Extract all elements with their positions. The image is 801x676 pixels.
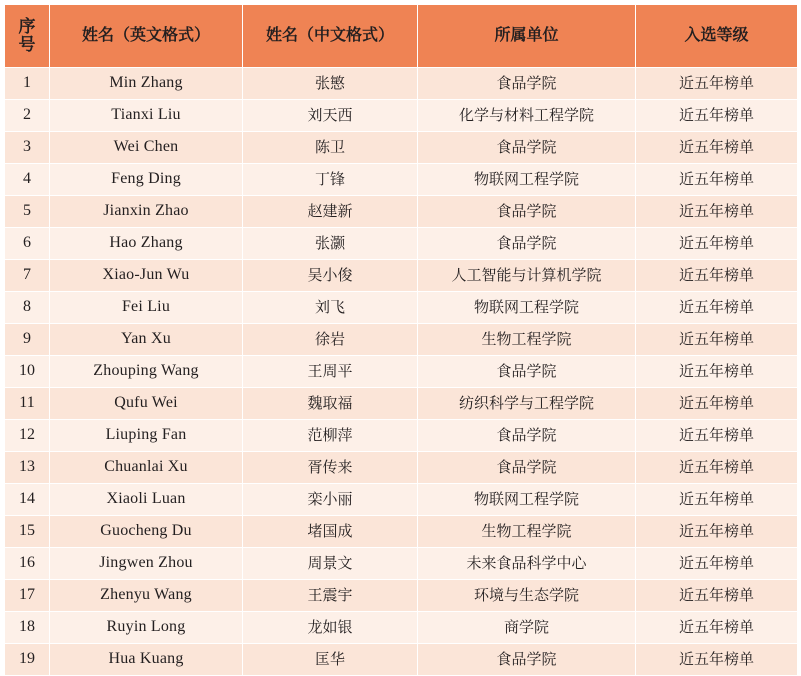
cell-seq: 6 [5,228,50,260]
cell-unit: 食品学院 [418,228,636,260]
cell-name-en: Wei Chen [50,132,243,164]
table-row [5,452,798,484]
cell-name-cn: 王周平 [243,356,418,388]
cell-seq: 10 [5,356,50,388]
table-row [5,324,798,356]
cell-unit: 化学与材料工程学院 [418,100,636,132]
cell-name-en: Tianxi Liu [50,100,243,132]
cell-level: 近五年榜单 [636,292,798,324]
cell-seq: 2 [5,100,50,132]
cell-unit: 生物工程学院 [418,516,636,548]
cell-name-en: Liuping Fan [50,420,243,452]
cell-seq: 15 [5,516,50,548]
cell-name-en: Fei Liu [50,292,243,324]
cell-seq: 1 [5,68,50,100]
cell-level: 近五年榜单 [636,132,798,164]
cell-level: 近五年榜单 [636,644,798,676]
cell-name-en: Hua Kuang [50,644,243,676]
table-row [5,228,798,260]
cell-seq: 4 [5,164,50,196]
cell-seq: 14 [5,484,50,516]
cell-level: 近五年榜单 [636,612,798,644]
table-row [5,356,798,388]
cell-unit: 物联网工程学院 [418,484,636,516]
table-row [5,388,798,420]
cell-unit: 物联网工程学院 [418,292,636,324]
cell-unit: 食品学院 [418,356,636,388]
cell-unit: 人工智能与计算机学院 [418,260,636,292]
cell-name-cn: 栾小丽 [243,484,418,516]
cell-level: 近五年榜单 [636,452,798,484]
cell-name-cn: 徐岩 [243,324,418,356]
table-row [5,580,798,612]
cell-name-cn: 堵国成 [243,516,418,548]
cell-level: 近五年榜单 [636,356,798,388]
cell-name-en: Zhenyu Wang [50,580,243,612]
cell-name-cn: 赵建新 [243,196,418,228]
table-row [5,68,798,100]
cell-seq: 17 [5,580,50,612]
cell-seq: 5 [5,196,50,228]
cell-name-cn: 陈卫 [243,132,418,164]
column-header-name-en: 姓名（英文格式） [50,5,243,68]
cell-level: 近五年榜单 [636,388,798,420]
table-row [5,484,798,516]
cell-level: 近五年榜单 [636,548,798,580]
cell-unit: 食品学院 [418,68,636,100]
column-header-unit: 所属单位 [418,5,636,68]
cell-unit: 纺织科学与工程学院 [418,388,636,420]
cell-seq: 7 [5,260,50,292]
table-row [5,548,798,580]
cell-name-en: Ruyin Long [50,612,243,644]
cell-name-en: Guocheng Du [50,516,243,548]
cell-unit: 物联网工程学院 [418,164,636,196]
cell-seq: 8 [5,292,50,324]
table-header-row [5,5,798,68]
table-row [5,612,798,644]
cell-name-cn: 张慜 [243,68,418,100]
cell-name-en: Min Zhang [50,68,243,100]
table-body [5,68,798,676]
cell-name-cn: 丁锋 [243,164,418,196]
cell-unit: 商学院 [418,612,636,644]
column-header-seq [5,5,50,68]
cell-unit: 食品学院 [418,644,636,676]
cell-name-cn: 刘天西 [243,100,418,132]
cell-name-cn: 张灏 [243,228,418,260]
cell-name-cn: 范柳萍 [243,420,418,452]
cell-seq: 12 [5,420,50,452]
column-header-name-cn: 姓名（中文格式） [243,5,418,68]
cell-name-cn: 周景文 [243,548,418,580]
cell-name-en: Xiao-Jun Wu [50,260,243,292]
cell-name-en: Qufu Wei [50,388,243,420]
cell-unit: 未来食品科学中心 [418,548,636,580]
cell-level: 近五年榜单 [636,260,798,292]
cell-name-en: Yan Xu [50,324,243,356]
cell-level: 近五年榜单 [636,100,798,132]
cell-unit: 食品学院 [418,132,636,164]
cell-seq: 16 [5,548,50,580]
cell-name-en: Hao Zhang [50,228,243,260]
cell-name-en: Zhouping Wang [50,356,243,388]
cell-level: 近五年榜单 [636,196,798,228]
table-row [5,132,798,164]
cell-level: 近五年榜单 [636,516,798,548]
cell-name-cn: 魏取福 [243,388,418,420]
cell-name-en: Xiaoli Luan [50,484,243,516]
cell-unit: 食品学院 [418,452,636,484]
cell-seq: 18 [5,612,50,644]
table-header [5,5,798,68]
table-row [5,516,798,548]
cell-unit: 生物工程学院 [418,324,636,356]
cell-name-cn: 刘飞 [243,292,418,324]
cell-name-en: Jingwen Zhou [50,548,243,580]
cell-name-en: Jianxin Zhao [50,196,243,228]
table-row [5,164,798,196]
cell-name-cn: 胥传来 [243,452,418,484]
table-row [5,196,798,228]
cell-level: 近五年榜单 [636,68,798,100]
cell-unit: 环境与生态学院 [418,580,636,612]
cell-seq: 3 [5,132,50,164]
cell-level: 近五年榜单 [636,484,798,516]
column-header-level: 入选等级 [636,5,798,68]
cell-name-cn: 匡华 [243,644,418,676]
cell-name-en: Feng Ding [50,164,243,196]
table-row [5,100,798,132]
cell-name-cn: 吴小俊 [243,260,418,292]
cell-seq: 9 [5,324,50,356]
table-row [5,644,798,676]
cell-level: 近五年榜单 [636,164,798,196]
cell-unit: 食品学院 [418,196,636,228]
cell-level: 近五年榜单 [636,580,798,612]
table-row [5,420,798,452]
table-row [5,292,798,324]
cell-level: 近五年榜单 [636,228,798,260]
cell-seq: 19 [5,644,50,676]
roster-table [4,4,798,676]
cell-seq: 13 [5,452,50,484]
cell-unit: 食品学院 [418,420,636,452]
cell-seq: 11 [5,388,50,420]
cell-name-en: Chuanlai Xu [50,452,243,484]
table-row [5,260,798,292]
cell-level: 近五年榜单 [636,324,798,356]
cell-name-cn: 王震宇 [243,580,418,612]
column-header-seq-label: 序号 [18,17,36,54]
cell-level: 近五年榜单 [636,420,798,452]
cell-name-cn: 龙如银 [243,612,418,644]
